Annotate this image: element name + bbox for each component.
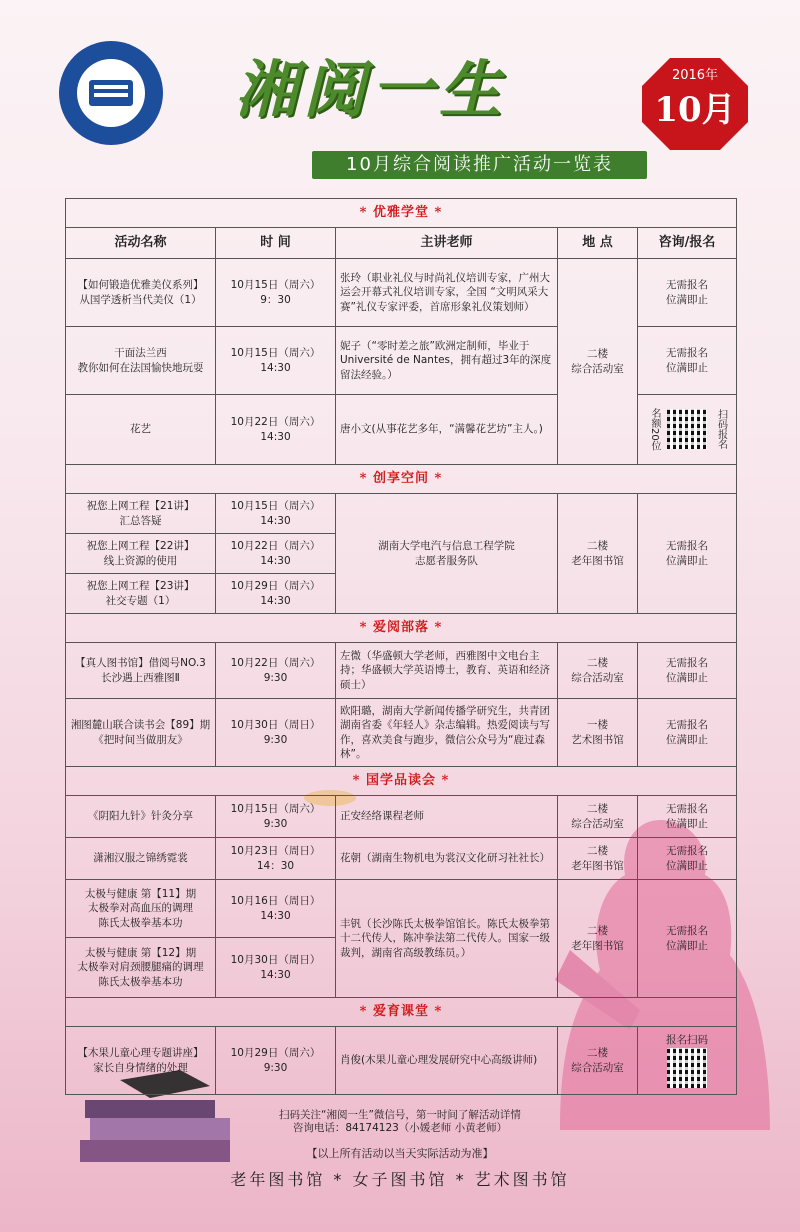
section-title: * 国学品读会 * xyxy=(66,767,737,796)
activity-time: 10月22日（周六） 9:30 xyxy=(216,643,336,699)
activity-name: 祝您上网工程【22讲】 线上资源的使用 xyxy=(66,534,216,574)
activity-place: 二楼 综合活动室 xyxy=(558,643,638,699)
activity-time: 10月15日（周六） 14:30 xyxy=(216,494,336,534)
activity-teacher: 湖南大学电汽与信息工程学院 志愿者服务队 xyxy=(336,494,558,614)
column-header: 咨询/报名 xyxy=(638,228,737,259)
badge-year: 2016年 xyxy=(671,68,719,83)
activity-name: 太极与健康 第【11】期 太极拳对高血压的调理 陈氏太极拳基本功 xyxy=(66,880,216,938)
activity-name: 【木果儿童心理专题讲座】 家长自身情绪的处理 xyxy=(66,1027,216,1095)
section-title: * 爱育课堂 * xyxy=(66,998,737,1027)
activity-signup: 无需报名 位满即止 xyxy=(638,699,737,767)
activity-name: 【如何锻造优雅美仪系列】 从国学透析当代美仪（1） xyxy=(66,259,216,327)
activity-teacher: 欧阳璐，湖南大学新闻传播学研究生，共青团湖南省委《年轻人》杂志编辑。热爱阅读与写作，喜欢美食与跑步，微信公众号为“鹿过森林”。 xyxy=(336,699,558,767)
activity-signup: 无需报名 位满即止 xyxy=(638,494,737,614)
activity-place: 二楼 老年图书馆 xyxy=(558,838,638,880)
footer-phone-line: 咨询电话：84174123（小媛老师 小黄老师） xyxy=(292,1122,508,1134)
activity-teacher: 左微（华盛顿大学老师，西雅图中文电台主持；华盛顿大学英语博士，教育、英语和经济硕士） xyxy=(336,643,558,699)
activity-signup: 无需报名 位满即止 xyxy=(638,643,737,699)
activity-time: 10月22日（周六） 14:30 xyxy=(216,534,336,574)
activity-teacher: 张玲（职业礼仪与时尚礼仪培训专家，广州大运会开幕式礼仪培训专家，全国 “文明风采大赛”礼仪专家评委，首席形象礼仪策划师） xyxy=(336,259,558,327)
activity-place: 一楼 艺术图书馆 xyxy=(558,699,638,767)
activity-teacher: 正安经络课程老师 xyxy=(336,796,558,838)
signup-scan-label: 报名扫码 xyxy=(666,1034,708,1047)
section-title: * 创享空间 * xyxy=(66,465,737,494)
activity-signup: 无需报名 位满即止 xyxy=(638,838,737,880)
qr-code-icon[interactable] xyxy=(667,409,707,449)
activity-time: 10月30日（周日） 14:30 xyxy=(216,938,336,998)
column-header: 地 点 xyxy=(558,228,638,259)
activity-name: 【真人图书馆】借阅号NO.3 长沙遇上西雅图Ⅱ xyxy=(66,643,216,699)
footer-wechat-line: 扫码关注“湘阅一生”微信号，第一时间了解活动详情 xyxy=(279,1109,521,1121)
badge-month: 10月 xyxy=(654,90,736,130)
activity-teacher: 花朝（湖南生物机电为裳汉文化研习社社长） xyxy=(336,838,558,880)
activity-name: 湘图麓山联合读书会【89】期 《把时间当做朋友》 xyxy=(66,699,216,767)
activity-place: 二楼 老年图书馆 xyxy=(558,494,638,614)
activity-table xyxy=(65,198,737,1095)
activity-signup xyxy=(638,1027,737,1095)
scan-label: 扫码报名 xyxy=(715,409,727,450)
activity-time: 10月15日（周六） 9：30 xyxy=(216,259,336,327)
activity-name: 花艺 xyxy=(66,395,216,465)
activity-time: 10月29日（周六） 14:30 xyxy=(216,574,336,614)
date-badge xyxy=(640,56,750,152)
activity-place: 二楼 综合活动室 xyxy=(558,796,638,838)
page-title: 湘阅一生 xyxy=(235,53,508,126)
activity-time: 10月22日（周六） 14:30 xyxy=(216,395,336,465)
activity-time: 10月23日（周日） 14：30 xyxy=(216,838,336,880)
activity-name: 太极与健康 第【12】期 太极拳对肩颈腰腿痛的调理 陈氏太极拳基本功 xyxy=(66,938,216,998)
footer-libraries: 老年图书馆 * 女子图书馆 * 艺术图书馆 xyxy=(230,1170,570,1189)
activity-place: 二楼 综合活动室 xyxy=(558,259,638,465)
activity-signup xyxy=(638,395,737,465)
activity-time: 10月30日（周日） 9:30 xyxy=(216,699,336,767)
activity-teacher: 唐小文(从事花艺多年，“满馨花艺坊”主人。) xyxy=(336,395,558,465)
activity-signup: 无需报名 位满即止 xyxy=(638,327,737,395)
activity-name: 祝您上网工程【21讲】 汇总答疑 xyxy=(66,494,216,534)
hunan-library-logo xyxy=(56,38,166,148)
activity-name: 潇湘汉服之锦绣霓裳 xyxy=(66,838,216,880)
activity-place: 二楼 综合活动室 xyxy=(558,1027,638,1095)
section-title: * 爱阅部落 * xyxy=(66,614,737,643)
footer-contact xyxy=(0,1109,800,1135)
page-subtitle: 10月综合阅读推广活动一览表 xyxy=(312,151,647,179)
column-header: 主讲老师 xyxy=(336,228,558,259)
footer-note: 【以上所有活动以当天实际活动为准】 xyxy=(306,1147,494,1160)
qr-code-icon[interactable] xyxy=(667,1048,707,1088)
activity-time: 10月16日（周日） 14:30 xyxy=(216,880,336,938)
activity-signup: 无需报名 位满即止 xyxy=(638,880,737,998)
activity-teacher: 肖俊(木果儿童心理发展研究中心高级讲师) xyxy=(336,1027,558,1095)
activity-signup: 无需报名 位满即止 xyxy=(638,259,737,327)
activity-signup: 无需报名 位满即止 xyxy=(638,796,737,838)
activity-teacher: 妮子（“零时差之旅”欧洲定制师，毕业于Université de Nantes，拥有超过3年的深度留法经验。） xyxy=(336,327,558,395)
activity-time: 10月15日（周六） 9:30 xyxy=(216,796,336,838)
activity-name: 祝您上网工程【23讲】 社交专题（1） xyxy=(66,574,216,614)
activity-place: 二楼 老年图书馆 xyxy=(558,880,638,998)
quota-label: 名额20位 xyxy=(649,408,660,451)
activity-time: 10月29日（周六） 9:30 xyxy=(216,1027,336,1095)
activity-name: 干面法兰西 教你如何在法国愉快地玩耍 xyxy=(66,327,216,395)
column-header: 活动名称 xyxy=(66,228,216,259)
activity-time: 10月15日（周六） 14:30 xyxy=(216,327,336,395)
activity-name: 《阴阳九针》针灸分享 xyxy=(66,796,216,838)
column-header: 时 间 xyxy=(216,228,336,259)
activity-teacher: 丰钒（长沙陈氏太极拳馆馆长。陈氏太极拳第十二代传人，陈冲拳法第二代传人。国家一级裁判，湖南省高级教练员。） xyxy=(336,880,558,998)
section-title: * 优雅学堂 * xyxy=(66,199,737,228)
